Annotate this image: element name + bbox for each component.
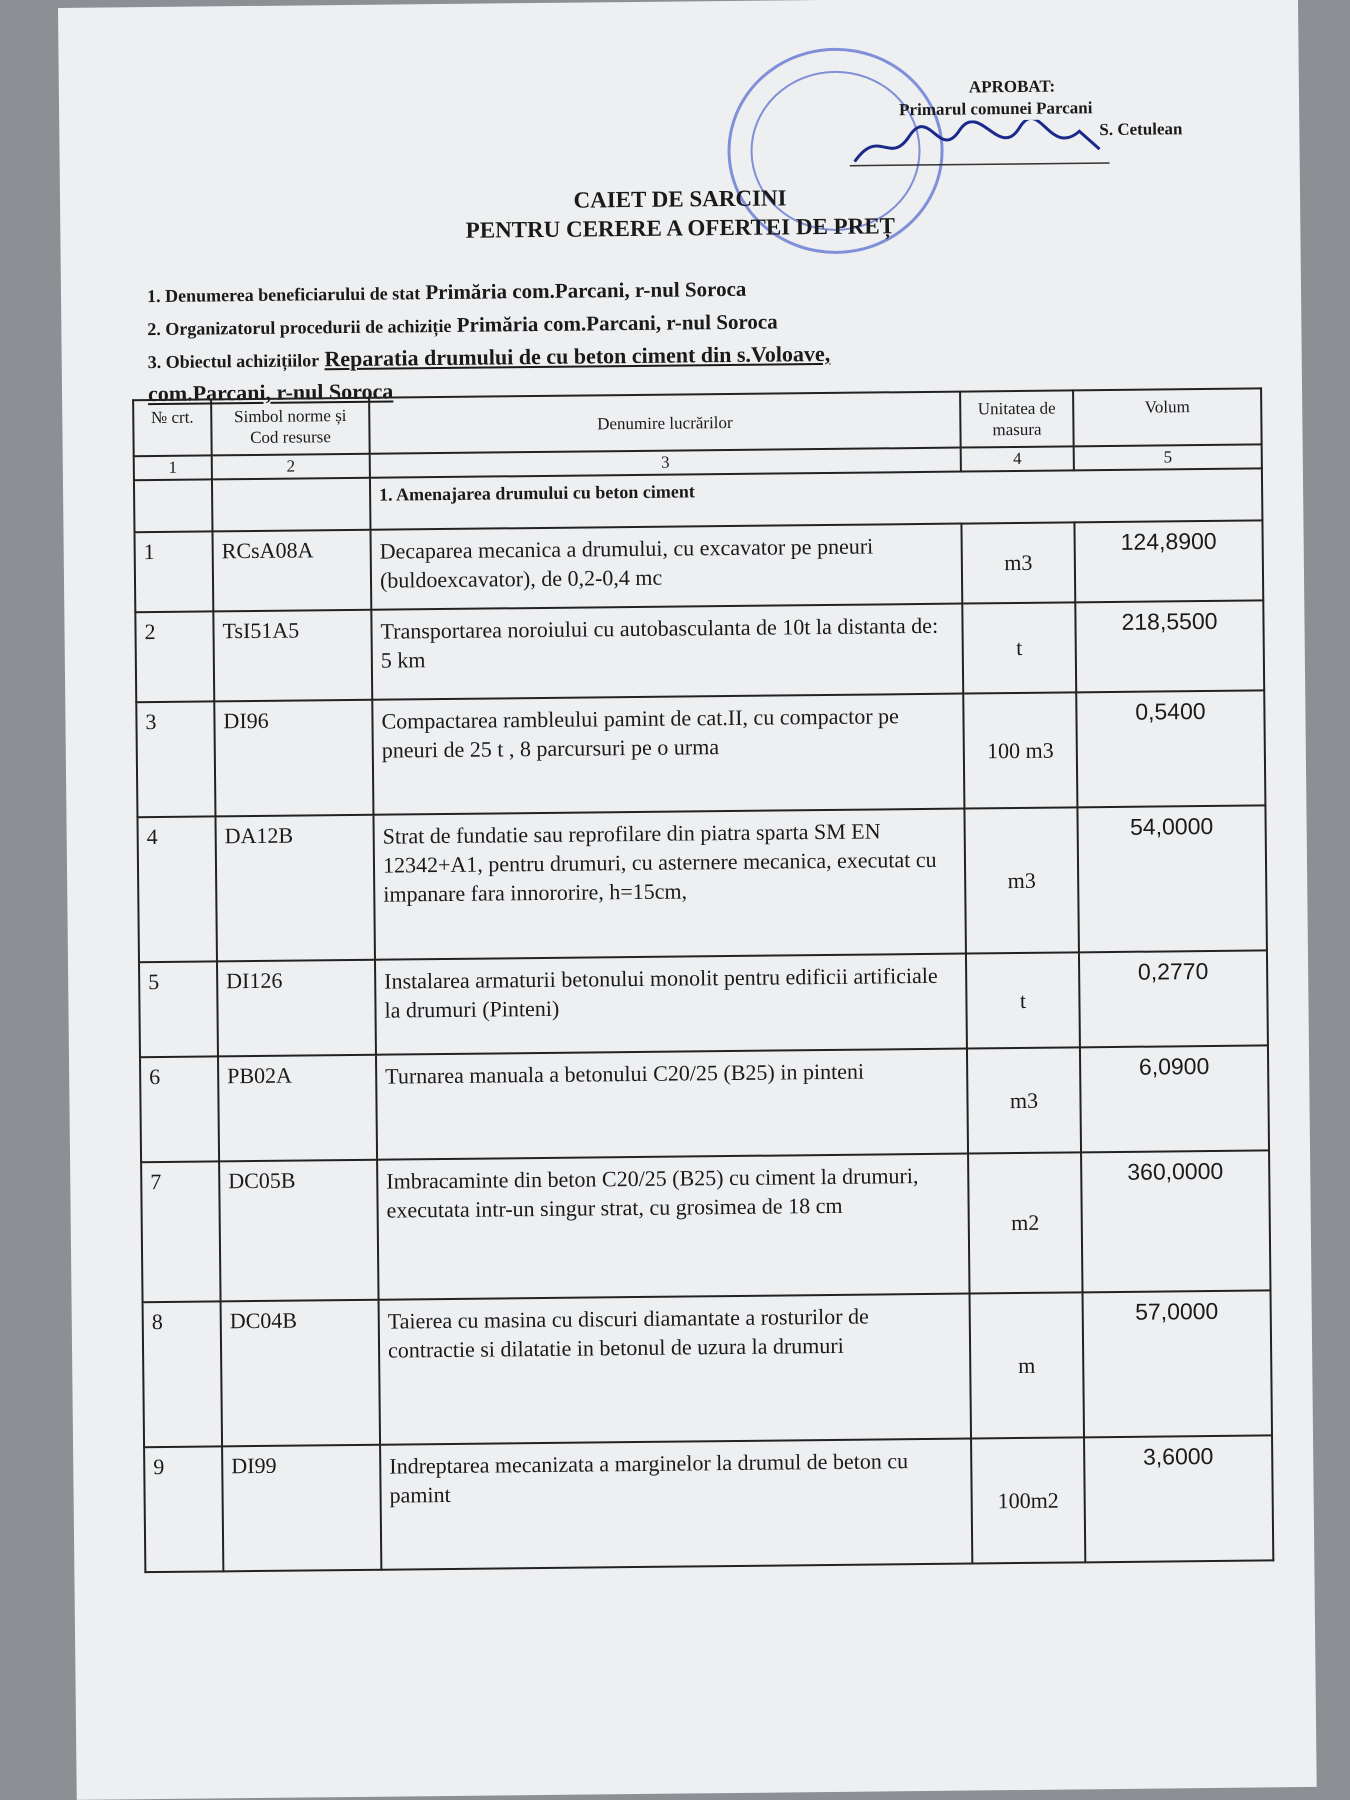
document-page [58, 0, 1317, 1800]
info-value-cont: com.Parcani, r-nul Soroca [147, 378, 394, 407]
cell-nr: 1 [134, 531, 213, 612]
cell-unit: 100m2 [971, 1437, 1085, 1563]
cell-nr: 8 [143, 1301, 223, 1447]
cell-unit: t [962, 602, 1076, 693]
table-row [137, 805, 1266, 962]
info-label: 1. Denumerea beneficiarului de stat [146, 283, 421, 307]
table-row [139, 950, 1268, 1057]
info-label: 3. Obiectul achizițiilor [147, 350, 320, 373]
info-label: 2. Organizatorul procedurii de achiziție [147, 315, 452, 340]
cell-nr: 6 [140, 1056, 219, 1162]
cell-unit: m [970, 1292, 1085, 1438]
col-num: 3 [370, 448, 961, 478]
table-row [140, 1045, 1269, 1162]
cell-unit: m2 [968, 1152, 1082, 1293]
cell-code: DI99 [222, 1445, 381, 1572]
section-title: 1. Amenajarea drumului cu beton ciment [370, 468, 1262, 529]
works-table [132, 387, 1274, 1573]
cell-unit: m3 [961, 522, 1075, 603]
col-num: 4 [961, 446, 1074, 471]
table-row [141, 1150, 1270, 1302]
cell-code: DI96 [214, 700, 373, 817]
cell-desc: Decaparea mecanica a drumului, cu excavator pe pneuri (buldoexcavator), de 0,2-0,4 mc [370, 524, 962, 610]
cell-code: PB02A [218, 1055, 377, 1162]
cell-code: DI126 [217, 960, 376, 1057]
cell-nr: 5 [139, 961, 218, 1057]
info-value: Primăria com.Parcani, r-nul Soroca [425, 276, 747, 305]
cell-vol: 3,6000 [1084, 1435, 1273, 1562]
cell-desc: Transportarea noroiului cu autobasculanta de 10t la distanta de: 5 km [371, 604, 963, 700]
cell-vol: 57,0000 [1083, 1290, 1273, 1437]
cell-vol: 6,0900 [1080, 1045, 1269, 1152]
approval-name: S. Cetulean [1099, 119, 1183, 140]
title-line1: CAIET DE SARCINI [573, 185, 787, 213]
cell-code: RCsA08A [212, 530, 371, 612]
approval-position: Primarul comunei Parcani [899, 98, 1093, 120]
cell-nr: 4 [137, 816, 217, 962]
cell-desc: Strat de fundatie sau reprofilare din piatra sparta SM EN 12342+A1, pentru drumuri, cu asternere mecanica, executat cu impanare fara innororire, h=15cm, [373, 809, 965, 960]
cell-nr: 3 [136, 701, 215, 817]
cell-code: DC05B [219, 1160, 378, 1302]
cell-code: TsI51A5 [213, 610, 372, 702]
info-value: Reparatia drumului de cu beton ciment din s.Voloave, [324, 340, 831, 372]
cell-desc: Turnarea manuala a betonului C20/25 (B25) in pinteni [376, 1049, 968, 1160]
cell-unit: t [966, 952, 1080, 1048]
cell-unit: 100 m3 [963, 692, 1077, 808]
table-row [144, 1435, 1273, 1572]
cell-nr: 2 [135, 611, 214, 702]
header-nr: № crt. [133, 399, 212, 456]
header-unit: Unitatea de masura [960, 390, 1074, 447]
cell-vol: 218,5500 [1075, 600, 1264, 692]
cell-nr: 9 [144, 1446, 223, 1572]
cell-vol: 0,5400 [1076, 690, 1265, 807]
title-line2: PENTRU CERERE A OFERTEI DE PREȚ [465, 213, 896, 243]
cell-code: DC04B [221, 1300, 381, 1447]
cell-code: DA12B [215, 815, 375, 962]
cell-vol: 54,0000 [1077, 805, 1267, 952]
header-desc: Denumire lucrărilor [369, 392, 961, 454]
header-code: Simbol norme și Cod resurse [211, 398, 370, 456]
cell-vol: 0,2770 [1079, 950, 1268, 1047]
col-num: 5 [1074, 444, 1262, 470]
col-num: 1 [134, 455, 212, 480]
info-value: Primăria com.Parcani, r-nul Soroca [456, 309, 778, 337]
cell-desc: Instalarea armaturii betonului monolit pentru edificii artificiale la drumuri (Pinteni) [375, 954, 967, 1055]
table-row [135, 600, 1264, 702]
table-row [136, 690, 1265, 817]
cell-unit: m3 [964, 807, 1079, 953]
table-row [143, 1290, 1272, 1447]
cell-unit: m3 [967, 1047, 1081, 1153]
cell-nr: 7 [141, 1161, 220, 1302]
cell-vol: 360,0000 [1081, 1150, 1270, 1292]
approval-block [899, 74, 1183, 143]
cell-vol: 124,8900 [1074, 520, 1263, 602]
table-row [134, 520, 1263, 612]
cell-desc: Indreptarea mecanizata a marginelor la drumul de beton cu pamint [380, 1439, 972, 1570]
approval-label: APROBAT: [968, 76, 1056, 97]
document-title [60, 178, 1301, 249]
cell-desc: Compactarea rambleului pamint de cat.II, cu compactor pe pneuri de 25 t , 8 parcursuri pe o urma [372, 694, 964, 815]
col-num: 2 [212, 454, 370, 480]
cell-desc: Imbracaminte din beton C20/25 (B25) cu ciment la drumuri, executata intr-un singur strat, cu grosimea de 18 cm [377, 1154, 969, 1300]
header-vol: Volum [1073, 388, 1262, 446]
info-items [147, 272, 831, 410]
cell-desc: Taierea cu masina cu discuri diamantate a rosturilor de contractie si dilatatie in betonul de uzura la drumuri [379, 1294, 971, 1445]
